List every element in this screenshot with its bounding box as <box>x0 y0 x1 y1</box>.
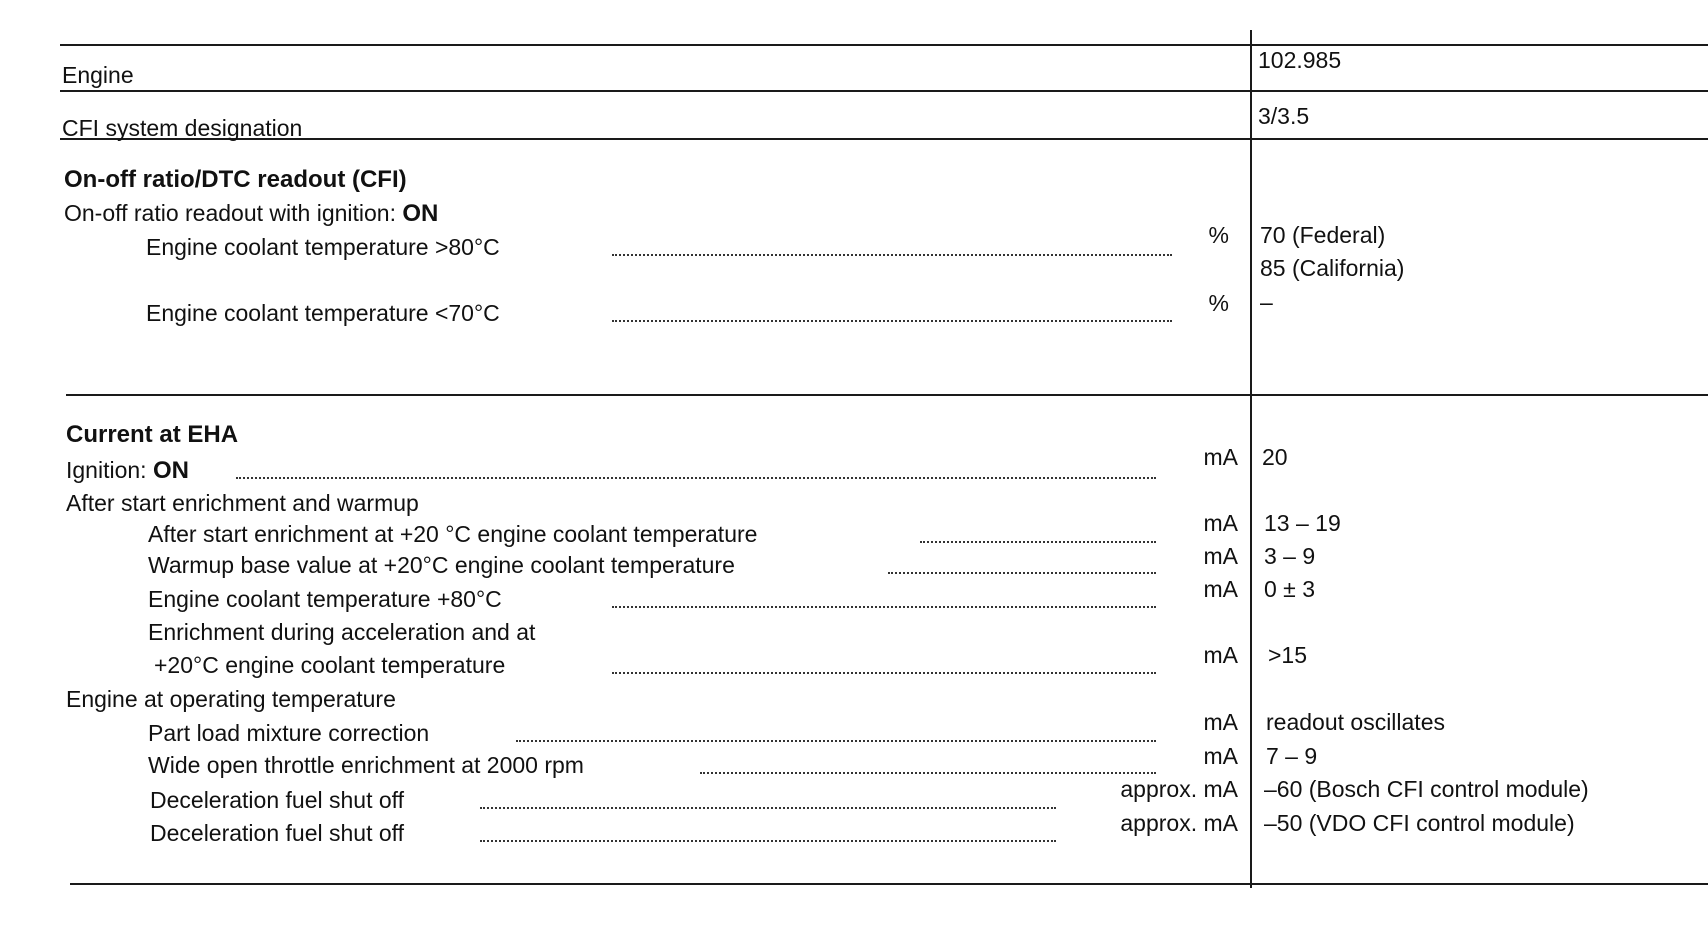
row-value: 70 (Federal) <box>1260 222 1386 248</box>
row-unit: % <box>1208 222 1229 248</box>
row-unit: mA <box>1203 743 1238 769</box>
section1-title: On-off ratio/DTC readout (CFI) <box>64 166 407 193</box>
row-label: Warmup base value at +20°C engine coolant temperature <box>148 552 735 578</box>
engine-value: 102.985 <box>1258 47 1342 73</box>
row-value: 20 <box>1262 444 1288 470</box>
row-unit: mA <box>1203 543 1238 569</box>
row-label: Deceleration fuel shut off <box>150 787 405 813</box>
column-divider <box>1250 30 1252 888</box>
leader-dots <box>516 718 1156 748</box>
row-unit: mA <box>1203 642 1238 668</box>
row-unit: mA <box>1203 444 1238 470</box>
table-bottom-rule <box>70 883 1708 885</box>
leader-dots <box>612 650 1156 680</box>
accel-label-line1: Enrichment during acceleration and at <box>148 619 536 645</box>
row-unit: mA <box>1203 576 1238 602</box>
row-value: 85 (California) <box>1260 255 1405 281</box>
section-divider <box>66 394 1708 396</box>
row-label: Wide open throttle enrichment at 2000 rpm <box>148 752 584 778</box>
leader-dots <box>236 455 1156 485</box>
row-value: –50 (VDO CFI control module) <box>1264 810 1575 836</box>
section1-subtitle-on: ON <box>402 200 439 227</box>
accel-label-line2: +20°C engine coolant temperature <box>154 652 506 678</box>
row-value: >15 <box>1268 642 1308 668</box>
group1-label: After start enrichment and warmup <box>66 490 419 516</box>
leader-dots <box>612 232 1172 262</box>
leader-dots <box>920 519 1156 549</box>
row-label: Part load mixture correction <box>148 720 430 746</box>
cfi-designation-value: 3/3.5 <box>1258 103 1310 129</box>
ignition-line <box>66 455 189 486</box>
row-unit: approx. mA <box>1120 776 1238 802</box>
section2-title: Current at EHA <box>66 421 239 448</box>
row-unit: mA <box>1203 510 1238 536</box>
row-label: Engine coolant temperature +80°C <box>148 586 502 612</box>
group2-label: Engine at operating temperature <box>66 686 396 712</box>
row-value: readout oscillates <box>1266 709 1445 735</box>
leader-dots <box>480 818 1056 848</box>
table-top-rule <box>60 44 1708 46</box>
row-label: Engine coolant temperature >80°C <box>146 234 500 260</box>
row-value: 0 ± 3 <box>1264 576 1315 602</box>
row-divider-engine <box>60 90 1708 92</box>
row-value: 7 – 9 <box>1266 743 1318 769</box>
row-label: After start enrichment at +20 °C engine coolant temperature <box>148 521 758 547</box>
leader-dots <box>480 785 1056 815</box>
leader-dots <box>612 298 1172 328</box>
ignition-on: ON <box>152 457 189 484</box>
engine-label: Engine <box>62 62 134 88</box>
row-value: – <box>1260 289 1273 315</box>
row-label: Deceleration fuel shut off <box>150 820 405 846</box>
section1-subtitle-prefix: On-off ratio readout with ignition: <box>64 200 403 226</box>
row-divider-cfi <box>60 138 1708 140</box>
cfi-designation-label: CFI system designation <box>62 115 303 141</box>
row-value: –60 (Bosch CFI control module) <box>1264 776 1589 802</box>
row-value: 13 – 19 <box>1264 510 1341 536</box>
row-unit: approx. mA <box>1120 810 1238 836</box>
row-unit: mA <box>1203 709 1238 735</box>
leader-dots <box>612 584 1156 614</box>
row-value: 3 – 9 <box>1264 543 1316 569</box>
leader-dots <box>888 550 1156 580</box>
ignition-prefix: Ignition: <box>66 457 153 483</box>
row-label: Engine coolant temperature <70°C <box>146 300 500 326</box>
section1-subtitle <box>64 198 438 229</box>
row-unit: % <box>1208 290 1229 316</box>
